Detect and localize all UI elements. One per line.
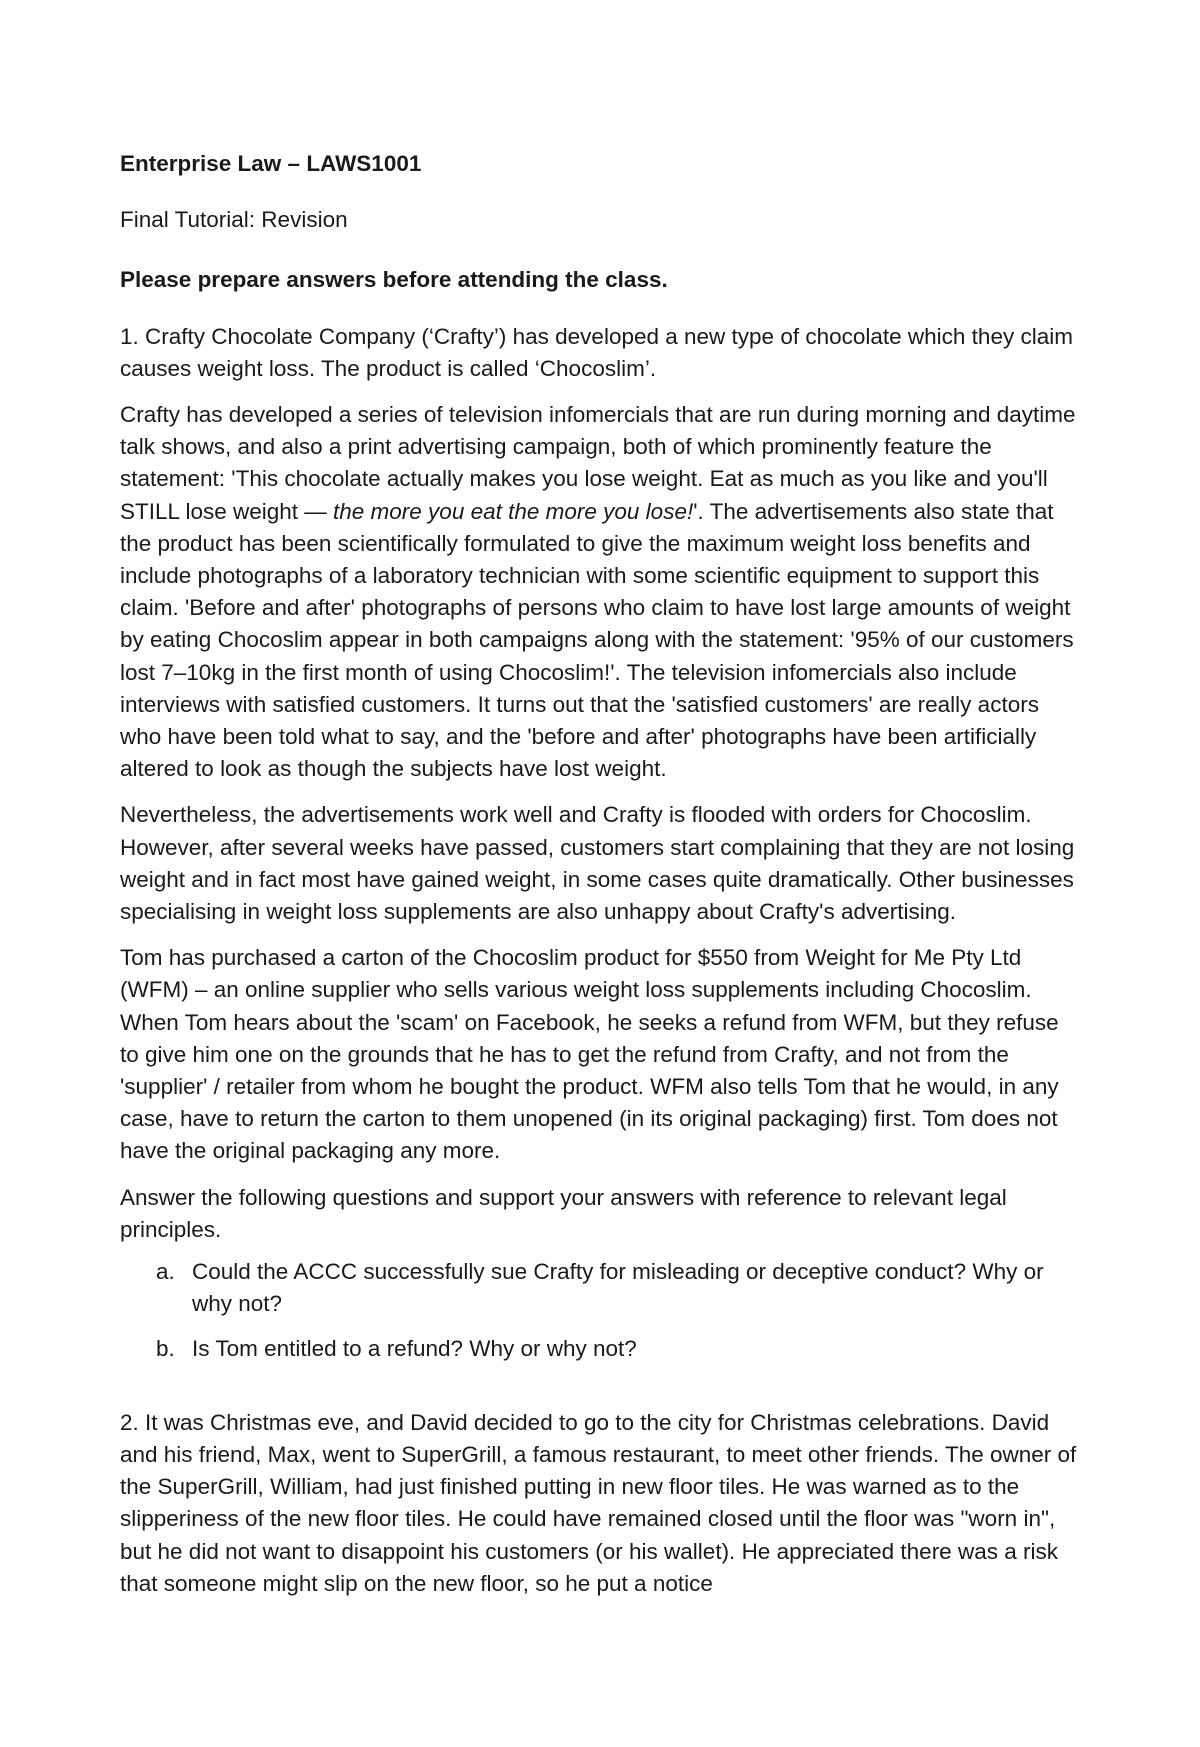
- question-2-intro: 2. It was Christmas eve, and David decided to go to the city for Christmas celebrations. David and his friend, Max, went to SuperGrill, a famous restaurant, to meet other friends. The owner of the SuperGrill, William, had just finished putting in new floor tiles. He was warned as to the slipperiness of the new floor tiles. He could have remained closed until the floor was "worn in", but he did not want to disappoint his customers (or his wallet). He appreciated there was a risk that someone might slip on the new floor, so he put a notice: [120, 1409, 1077, 1596]
- sub-question: [120, 1333, 1080, 1365]
- question-1-paragraph-1: [120, 399, 1080, 785]
- sub-question-list: [120, 1256, 1080, 1365]
- sub-question-letter: a.: [156, 1259, 175, 1285]
- document-title: Enterprise Law – LAWS1001: [120, 151, 422, 176]
- sub-question: [120, 1256, 1080, 1320]
- document-subtitle: Final Tutorial: Revision: [120, 207, 348, 233]
- instruction-text: Please prepare answers before attending the class.: [120, 267, 668, 293]
- paragraph-text: Crafty has developed a series of television infomercials that are run during morning and daytime talk shows, and also a print advertising campaign, both of which prominently feature the statement: 'This chocolate actually makes you lose weight. Eat as much as you like and you'll STILL lose weight —: [120, 402, 1076, 524]
- question-1-paragraph-4: Answer the following questions and support your answers with reference to relevant legal principles.: [120, 1184, 1007, 1242]
- sub-question-text: Is Tom entitled to a refund? Why or why not?: [192, 1335, 637, 1361]
- document-page: [120, 148, 1080, 1600]
- question-1-paragraph-2: Nevertheless, the advertisements work well and Crafty is flooded with orders for Chocoslim. However, after several weeks have passed, customers start complaining that they are not losing weight and in fact most have gained weight, in some cases quite dramatically. Other businesses specialising in weight loss supplements are also unhappy about Crafty's advertising.: [120, 802, 1075, 925]
- sub-question-text: Could the ACCC successfully sue Crafty for misleading or deceptive conduct? Why or why not?: [192, 1259, 1044, 1317]
- question-1-intro: 1. Crafty Chocolate Company (‘Crafty’) has developed a new type of chocolate which they claim causes weight loss. The product is called ‘Chocoslim’.: [120, 323, 1073, 381]
- italic-quote: the more you eat the more you lose!: [333, 498, 694, 524]
- paragraph-text: '. The advertisements also state that the product has been scientifically formulated to give the maximum weight loss benefits and include photographs of a laboratory technician with some scientific equipment to support this claim. 'Before and after' photographs of persons who claim to have lost large amounts of weight by eating Chocoslim appear in both campaigns along with the statement: '95% of our customers lost 7–10kg in the first month of using Chocoslim!'. The television infomercials also include interviews with satisfied customers. It turns out that the 'satisfied customers' are really actors who have been told what to say, and the 'before and after' photographs have been artificially altered to look as though the subjects have lost weight.: [120, 498, 1074, 782]
- question-1-paragraph-3: Tom has purchased a carton of the Chocoslim product for $550 from Weight for Me Pty Ltd (WFM) – an online supplier who sells various weight loss supplements including Chocoslim. When Tom hears about the 'scam' on Facebook, he seeks a refund from WFM, but they refuse to give him one on the grounds that he has to get the refund from Crafty, and not from the 'supplier' / retailer from whom he bought the product. WFM also tells Tom that he would, in any case, have to return the carton to them unopened (in its original packaging) first. Tom does not have the original packaging any more.: [120, 945, 1059, 1164]
- sub-question-letter: b.: [156, 1335, 175, 1361]
